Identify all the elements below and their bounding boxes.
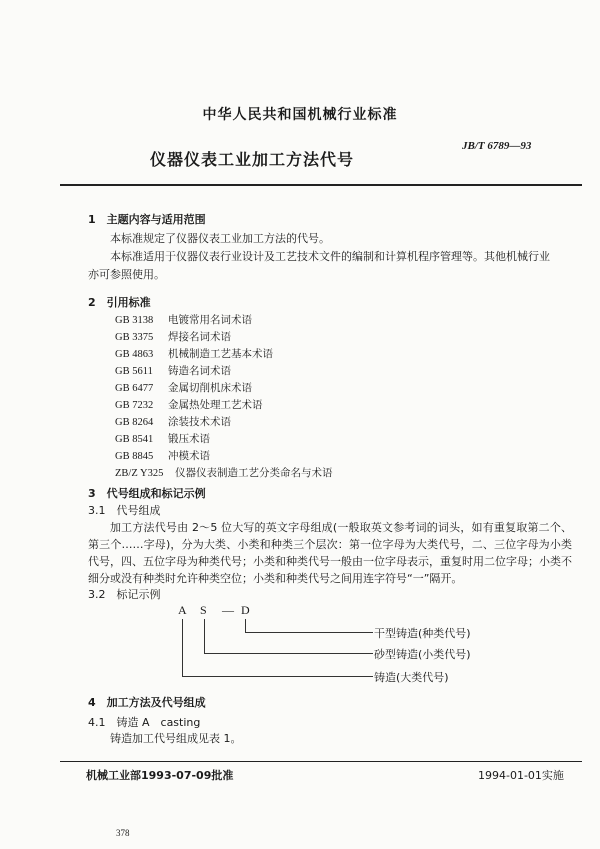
label-a: 铸造(大类代号)	[374, 671, 449, 684]
reference-item	[115, 466, 333, 481]
reference-code: GB 4863	[115, 349, 154, 360]
reference-title: 仪器仪表制造工艺分类命名与术语	[175, 467, 333, 479]
reference-code: GB 8845	[115, 451, 154, 462]
marking-example-diagram	[88, 603, 572, 691]
reference-code: GB 7232	[115, 400, 154, 411]
reference-item	[115, 398, 263, 413]
reference-item	[115, 432, 210, 447]
reference-title: 金属热处理工艺术语	[168, 399, 263, 411]
approval-date: 机械工业部1993-07-09批准	[86, 769, 234, 782]
reference-code: GB 6477	[115, 383, 154, 394]
label-s: 砂型铸造(小类代号)	[374, 648, 471, 661]
reference-title: 锻压术语	[168, 433, 210, 445]
reference-title: 涂装技术术语	[168, 416, 231, 428]
label-d: 干型铸造(种类代号)	[374, 627, 471, 640]
code-letter-s: S	[200, 603, 207, 617]
standard-number: JB/T 6789—93	[462, 140, 532, 152]
reference-code: GB 5611	[115, 366, 153, 377]
reference-code: GB 8541	[115, 434, 154, 445]
section-3-2-heading: 3.2 标记示例	[88, 588, 161, 601]
reference-item	[115, 381, 252, 396]
code-dash: —	[222, 603, 234, 617]
section-4-heading: 4 加工方法及代号组成	[88, 696, 206, 709]
org-title: 中华人民共和国机械行业标准	[202, 107, 398, 123]
effective-date: 1994-01-01实施	[478, 769, 564, 782]
section-3-heading: 3 代号组成和标记示例	[88, 487, 206, 500]
section-4-1-text: 铸造加工代号组成见表 1。	[110, 732, 242, 745]
reference-code: GB 3138	[115, 315, 154, 326]
leader-s-vertical	[204, 619, 205, 653]
reference-item	[115, 330, 231, 345]
reference-code: ZB/Z Y325	[115, 468, 164, 479]
section-3-1-heading: 3.1 代号组成	[88, 504, 161, 517]
reference-title: 机械制造工艺基本术语	[168, 348, 273, 360]
reference-item	[115, 415, 231, 430]
code-letter-a: A	[178, 603, 187, 617]
section-3-1-text: 加工方法代号由 2～5 位大写的英文字母组成(一般取英文参考词的词头，如有重复取第二个、第三个……字母)，分为大类、小类和种类三个层次：第一位字母为大类代号，二、三位字母为小类代号，四、五位字母为种类代号；小类和种类代号一般由一位字母表示，重复时用二位字母；小类不细分或没有种类时允许种类空位；小类和种类代号之间用连字符号“一”隔开。	[88, 521, 572, 585]
reference-title: 电镀常用名词术语	[168, 314, 252, 326]
reference-item	[115, 347, 273, 362]
section-3-4-content	[88, 503, 572, 747]
section-1-p1: 本标准规定了仪器仪表工业加工方法的代号。	[110, 232, 330, 245]
footer-rule	[60, 761, 582, 762]
section-1-p2: 本标准适用于仪器仪表行业设计及工艺技术文件的编制和计算机程序管理等。其他机械行业亦可参照使用。	[88, 250, 550, 281]
header-rule	[60, 184, 582, 186]
section-1-heading: 1 主题内容与适用范围	[88, 213, 206, 226]
leader-d-horizontal	[245, 632, 373, 633]
reference-item	[115, 449, 210, 464]
reference-title: 冲模术语	[168, 450, 210, 462]
reference-item	[115, 364, 231, 379]
leader-a-horizontal	[182, 676, 373, 677]
reference-code: GB 8264	[115, 417, 154, 428]
reference-code: GB 3375	[115, 332, 154, 343]
page-number: 378	[116, 828, 130, 838]
code-letter-d: D	[241, 603, 250, 617]
section-2-heading: 2 引用标准	[88, 296, 151, 309]
reference-title: 金属切削机床术语	[168, 382, 252, 394]
leader-s-horizontal	[204, 653, 373, 654]
leader-d-vertical	[245, 619, 246, 632]
reference-title: 焊接名词术语	[168, 331, 231, 343]
reference-title: 铸造名词术语	[168, 365, 231, 377]
section-4-1-heading: 4.1 铸造 A casting	[88, 716, 201, 729]
leader-a-vertical	[182, 619, 183, 676]
reference-item	[115, 313, 252, 328]
doc-title: 仪器仪表工业加工方法代号	[150, 150, 355, 169]
